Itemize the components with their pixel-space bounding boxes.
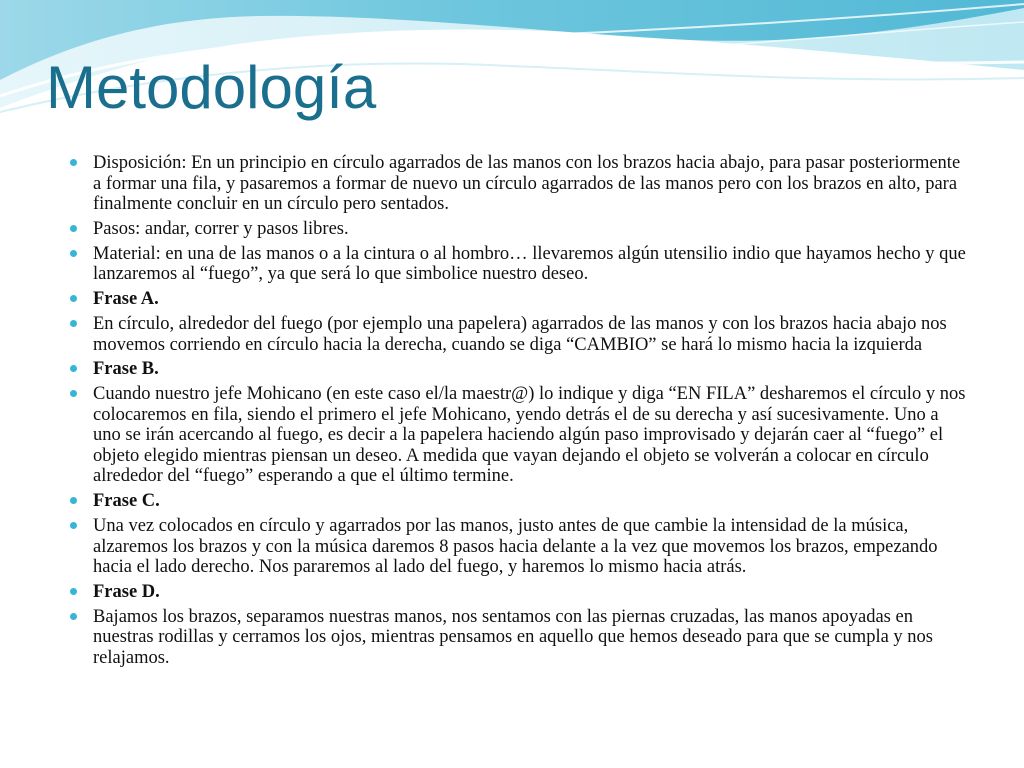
bullet-list — [70, 153, 970, 673]
bullet-pasos: Pasos: andar, correr y pasos libres. — [70, 219, 970, 240]
bullet-frase-c-text: Una vez colocados en círculo y agarrados por las manos, justo antes de que cambie la intensidad de la música, alzaremos los brazos y con la música daremos 8 pasos hacia delante a la vez que movemos los brazos, empezando hacia el lado derecho. Nos pararemos al lado del fuego, y haremos lo mismo hacia atrás. — [70, 516, 970, 578]
bullet-frase-d-text: Bajamos los brazos, separamos nuestras manos, nos sentamos con las piernas cruzadas, las manos apoyadas en nuestras rodillas y cerramos los ojos, mientras pensamos en aquello que hemos deseado para que se cumpla y nos relajamos. — [70, 607, 970, 669]
bullet-material: Material: en una de las manos o a la cintura o al hombro… llevaremos algún utensilio indio que hayamos hecho y que lanzaremos al “fuego”, ya que será lo que simbolice nuestro deseo. — [70, 244, 970, 285]
bullet-frase-a-text: En círculo, alrededor del fuego (por ejemplo una papelera) agarrados de las manos y con los brazos hacia abajo nos movemos corriendo en círculo hacia la derecha, cuando se diga “CAMBIO” se hará lo mismo hacia la izquierda — [70, 314, 970, 355]
bullet-frase-d-heading: Frase D. — [70, 582, 970, 603]
bullet-frase-b-heading: Frase B. — [70, 359, 970, 380]
slide-title: Metodología — [46, 54, 377, 121]
bullet-disposicion: Disposición: En un principio en círculo agarrados de las manos con los brazos hacia abajo, para pasar posteriormente a formar una fila, y pasaremos a formar de nuevo un círculo agarrados de las manos pero con los brazos en alto, para finalmente concluir en un círculo pero sentados. — [70, 153, 970, 215]
bullet-frase-b-text: Cuando nuestro jefe Mohicano (en este caso el/la maestr@) lo indique y diga “EN FILA” desharemos el círculo y nos colocaremos en fila, siendo el primero el jefe Mohicano, yendo detrás el de su derecha y así sucesivamente. Uno a uno se irán acercando al fuego, es decir a la papelera haciendo algún paso improvisado y dejarán caer al “fuego” el objeto elegido mientras piensan un deseo. A medida que vayan dejando el objeto se volverán a colocar en círculo alrededor del “fuego” esperando a que el último termine. — [70, 384, 970, 487]
bullet-frase-a-heading: Frase A. — [70, 289, 970, 310]
bullet-frase-c-heading: Frase C. — [70, 491, 970, 512]
